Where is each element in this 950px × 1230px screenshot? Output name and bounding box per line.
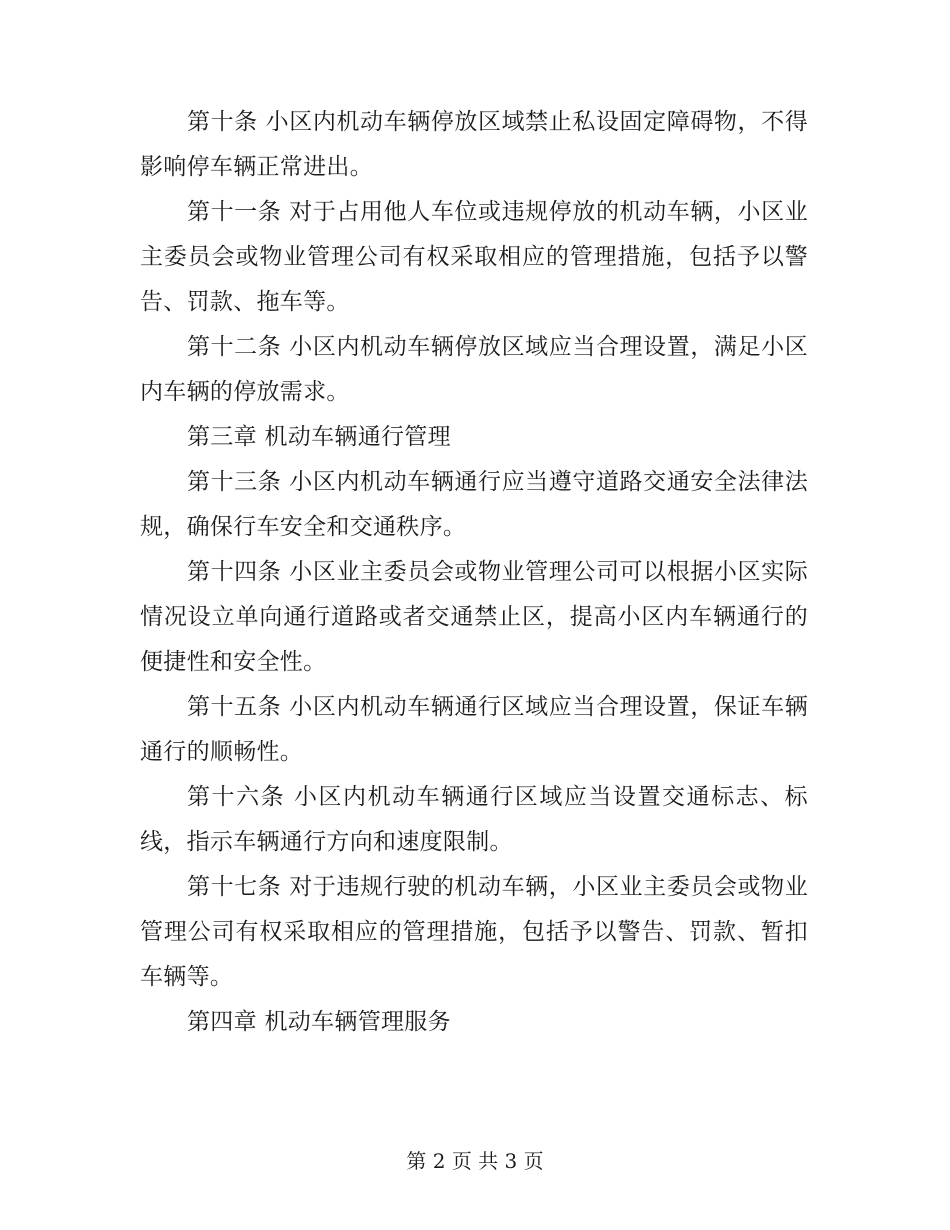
article-13-paragraph: 第十三条 小区内机动车辆通行应当遵守道路交通安全法律法规，确保行车安全和交通秩序。	[140, 469, 808, 540]
article-10-paragraph: 第十条 小区内机动车辆停放区域禁止私设固定障碍物，不得影响停车辆正常进出。	[140, 109, 808, 180]
chapter-3-heading: 第三章 机动车辆通行管理	[187, 424, 451, 450]
article-11-paragraph: 第十一条 对于占用他人车位或违规停放的机动车辆，小区业主委员会或物业管理公司有权采取相应的管理措施，包括予以警告、罚款、拖车等。	[140, 199, 808, 315]
article-17-paragraph: 第十七条 对于违规行驶的机动车辆，小区业主委员会或物业管理公司有权采取相应的管理措施，包括予以警告、罚款、暂扣车辆等。	[140, 874, 808, 990]
article-14-paragraph: 第十四条 小区业主委员会或物业管理公司可以根据小区实际情况设立单向通行道路或者交通禁止区，提高小区内车辆通行的便捷性和安全性。	[140, 559, 808, 675]
document-body	[140, 100, 808, 1045]
article-15-paragraph: 第十五条 小区内机动车辆通行区域应当合理设置，保证车辆通行的顺畅性。	[140, 694, 808, 765]
article-16-paragraph: 第十六条 小区内机动车辆通行区域应当设置交通标志、标线，指示车辆通行方向和速度限制。	[140, 784, 808, 855]
chapter-4-heading: 第四章 机动车辆管理服务	[187, 1009, 451, 1035]
article-12-paragraph: 第十二条 小区内机动车辆停放区域应当合理设置，满足小区内车辆的停放需求。	[140, 334, 808, 405]
page-number-footer: 第 2 页 共 3 页	[406, 1149, 544, 1173]
